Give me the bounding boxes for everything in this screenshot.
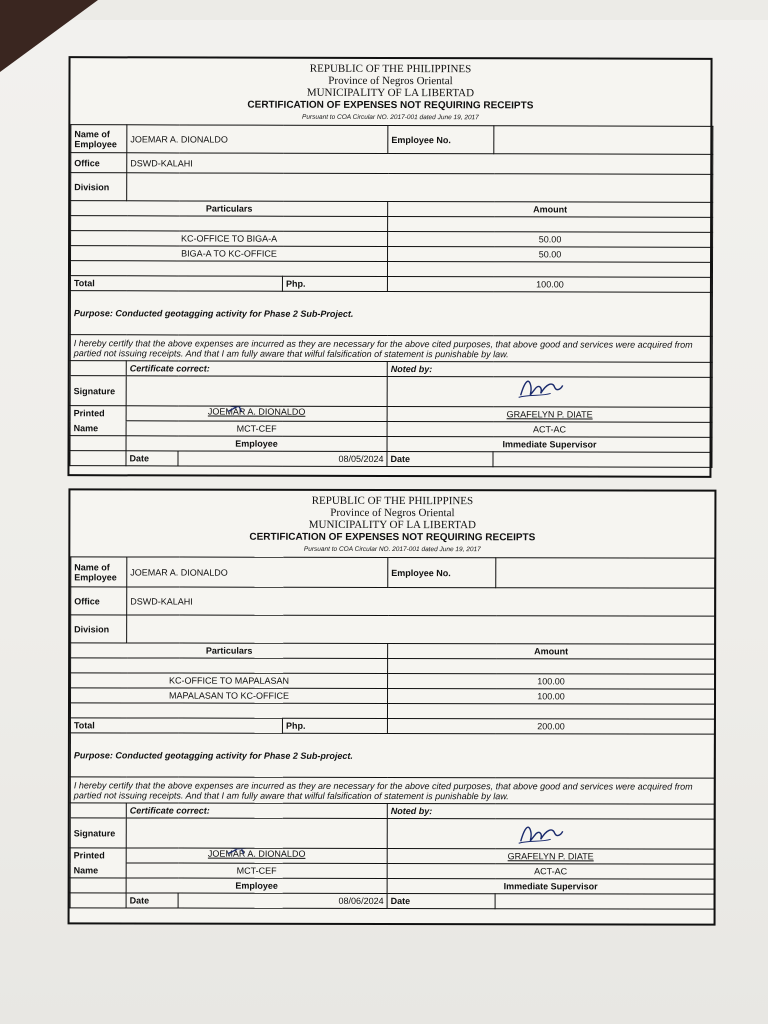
blank-cell [70, 451, 126, 466]
certificate-correct-label: Certificate correct: [126, 803, 387, 819]
employee-signature-cell [126, 376, 387, 407]
particular-item: KC-OFFICE TO MAPALASAN [71, 673, 388, 689]
supervisor-date-label: Date [387, 893, 495, 908]
blank-row [387, 261, 712, 277]
division-value [127, 173, 713, 203]
name-label: Name of Employee [71, 125, 127, 153]
coa-reference: Pursuant to COA Circular NO. 2017-001 dated June 19, 2017 [301, 113, 479, 122]
header-municipality: MUNICIPALITY OF LA LIBERTAD [308, 518, 477, 532]
employee-no-label: Employee No. [388, 557, 496, 587]
form-table [70, 556, 716, 909]
supervisor-signature-mark [517, 821, 567, 847]
amount-item: 50.00 [388, 246, 713, 262]
noted-by-label: Noted by: [387, 803, 714, 819]
amount-item: 100.00 [388, 673, 715, 689]
form-title: CERTIFICATION OF EXPENSES NOT REQUIRING RECEIPTS [247, 99, 534, 112]
header-province: Province of Negros Oriental [330, 506, 455, 520]
blank-cell [70, 361, 126, 376]
particular-item: MAPALASAN TO KC-OFFICE [71, 688, 388, 704]
amount-item: 100.00 [388, 688, 715, 704]
supervisor-position: ACT-AC [387, 863, 714, 879]
particulars-header: Particulars [71, 643, 388, 659]
purpose-text: Purpose: Conducted geotagging activity for Phase 2 Sub-Project. [70, 291, 712, 337]
employee-date: 08/05/2024 [178, 451, 387, 467]
office-value: DSWD-KALAHI [127, 587, 715, 616]
noted-by-label: Noted by: [387, 361, 712, 377]
header-municipality: MUNICIPALITY OF LA LIBERTAD [306, 86, 475, 100]
blank-row [388, 216, 713, 232]
employee-no-value [496, 558, 715, 588]
certification-form-1 [67, 56, 712, 478]
blank-cell [70, 893, 126, 908]
blank-row [388, 658, 715, 674]
employee-date: 08/06/2024 [178, 893, 387, 908]
supervisor-role: Immediate Supervisor [387, 878, 714, 894]
printed-label: Printed [70, 848, 126, 863]
total-label: Total [70, 276, 282, 292]
coa-reference: Pursuant to COA Circular NO. 2017-001 dated June 19, 2017 [303, 545, 481, 554]
supervisor-date-label: Date [387, 451, 493, 466]
employee-role: Employee [126, 436, 387, 452]
form-title: CERTIFICATION OF EXPENSES NOT REQUIRING RECEIPTS [249, 531, 536, 544]
certification-form-2 [68, 488, 717, 925]
name-label-2: Name [70, 863, 126, 878]
certificate-correct-label: Certificate correct: [126, 361, 387, 377]
supervisor-date [495, 894, 714, 909]
certification-statement: I hereby certify that the above expenses are incurred as they are necessary for the above cited purposes, that above good and services were acquired from partied not issuing receipts. And that I am fully aware that wilful falsification of statement is punishable by law. [70, 777, 714, 804]
particular-item: BIGA-A TO KC-OFFICE [71, 246, 388, 262]
employee-date-label: Date [126, 451, 178, 466]
employee-position: MCT-CEF [126, 863, 387, 879]
employee-signature-mark [216, 848, 264, 858]
amount-header: Amount [388, 643, 715, 659]
name-value: JOEMAR A. DIONALDO [127, 125, 388, 154]
blank-cell [70, 803, 126, 818]
total-value: 100.00 [387, 276, 712, 292]
supervisor-name: GRAFELYN P. DIATE [387, 406, 712, 422]
signature-label: Signature [70, 376, 126, 406]
php-label: Php. [282, 718, 387, 733]
php-label: Php. [282, 276, 387, 291]
blank-row [70, 261, 387, 277]
blank-row [70, 703, 387, 719]
header-republic: REPUBLIC OF THE PHILIPPINES [311, 494, 474, 508]
supervisor-role: Immediate Supervisor [387, 436, 712, 452]
employee-date-label: Date [126, 893, 178, 908]
name-value: JOEMAR A. DIONALDO [127, 557, 388, 588]
form-header [70, 58, 710, 126]
division-label: Division [71, 615, 127, 643]
division-value [127, 615, 715, 644]
blank-row [71, 216, 388, 232]
supervisor-position: ACT-AC [387, 421, 712, 437]
form-table [69, 124, 713, 468]
name-label: Name of Employee [71, 557, 127, 587]
particulars-header: Particulars [71, 201, 388, 217]
supervisor-signature-cell [387, 376, 712, 407]
supervisor-signature-mark [517, 376, 567, 401]
blank-row [71, 658, 388, 674]
employee-name: JOEMAR A. DIONALDO [207, 406, 306, 417]
employee-printed-name [126, 848, 387, 864]
division-label: Division [71, 173, 127, 201]
signature-label: Signature [70, 818, 126, 848]
employee-signature-cell [126, 818, 387, 849]
employee-role: Employee [126, 878, 387, 894]
amount-header: Amount [388, 201, 713, 217]
form-header [70, 490, 714, 557]
blank-cell [70, 436, 126, 451]
name-label-2: Name [70, 421, 126, 436]
supervisor-date [493, 452, 712, 468]
header-republic: REPUBLIC OF THE PHILIPPINES [309, 62, 472, 76]
particular-item: KC-OFFICE TO BIGA-A [71, 231, 388, 247]
employee-no-value [494, 126, 713, 155]
office-label: Office [71, 587, 127, 615]
supervisor-signature-cell [387, 818, 714, 849]
office-label: Office [71, 153, 127, 173]
certification-statement: I hereby certify that the above expenses are incurred as they are necessary for the above cited purposes, that above good and services were acquired from partied not issuing receipts. And that I am fully aware that wilful falsification of statement is punishable by law. [70, 335, 712, 363]
total-value: 200.00 [387, 718, 714, 734]
employee-no-label: Employee No. [388, 125, 494, 153]
blank-cell [70, 878, 126, 893]
employee-printed-name [126, 406, 387, 422]
employee-signature-mark [214, 406, 262, 416]
printed-label: Printed [70, 406, 126, 421]
employee-position: MCT-CEF [126, 421, 387, 437]
blank-row [387, 703, 714, 719]
purpose-text: Purpose: Conducted geotagging activity for Phase 2 Sub-project. [70, 733, 714, 778]
employee-name: JOEMAR A. DIONALDO [207, 848, 306, 859]
total-label: Total [70, 718, 282, 733]
header-province: Province of Negros Oriental [328, 74, 453, 88]
office-value: DSWD-KALAHI [127, 153, 713, 175]
supervisor-name: GRAFELYN P. DIATE [387, 848, 714, 864]
amount-item: 50.00 [388, 231, 713, 247]
